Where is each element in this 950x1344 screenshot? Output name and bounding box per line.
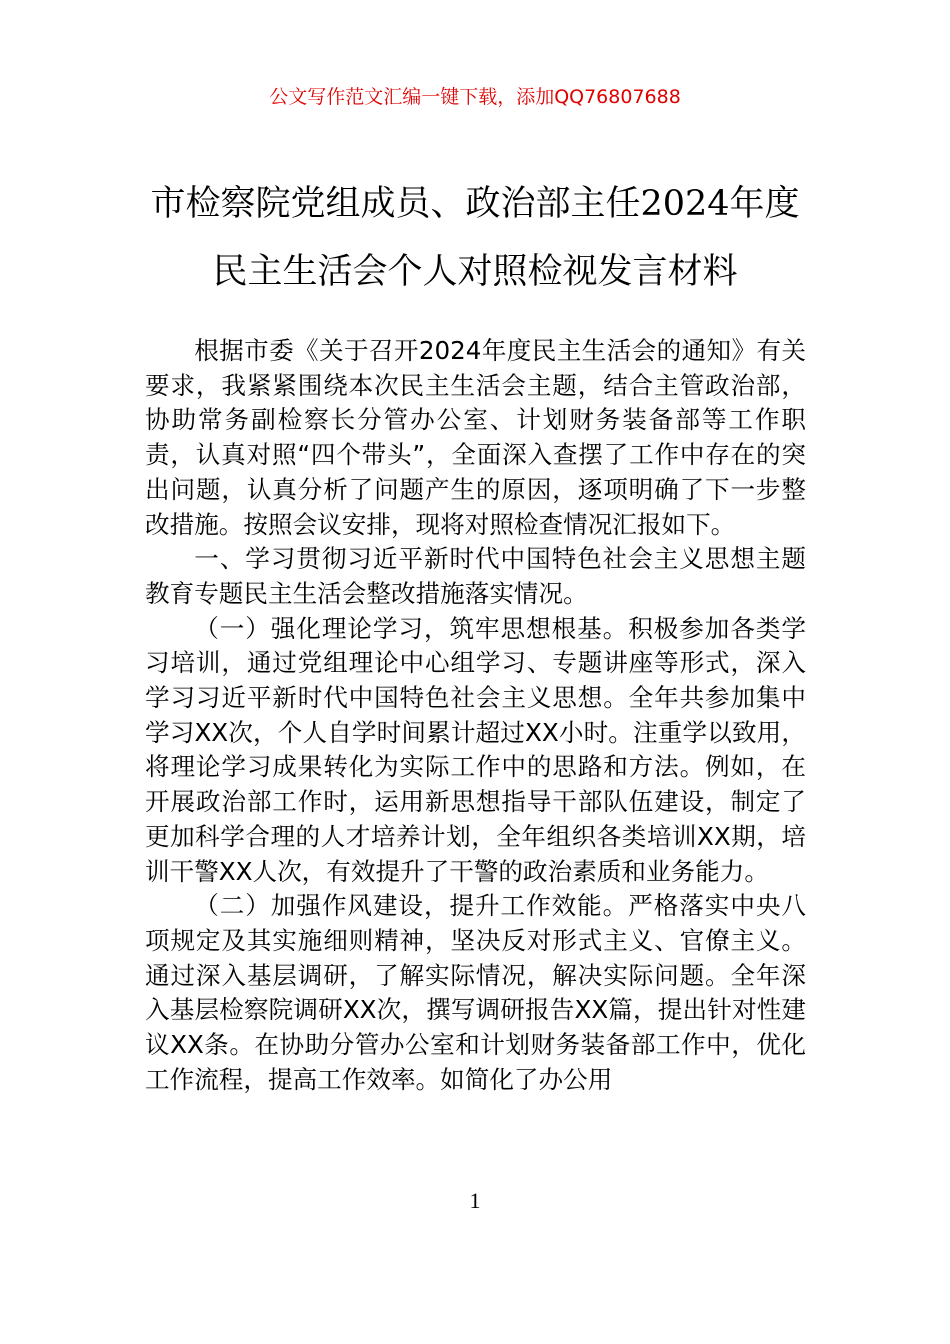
section-heading-1: 一、学习贯彻习近平新时代中国特色社会主义思想主题教育专题民主生活会整改措施落实情况。 — [145, 544, 806, 608]
paragraph-subsection-1: （一）强化理论学习，筑牢思想根基。积极参加各类学习培训，通过党组理论中心组学习、专题讲座等形式，深入学习习近平新时代中国特色社会主义思想。全年共参加集中学习XX次，个人自学时间累计超过XX小时。注重学以致用，将理论学习成果转化为实际工作中的思路和方法。例如，在开展政治部工作时，运用新思想指导干部队伍建设，制定了更加科学合理的人才培养计划，全年组织各类培训XX期，培训干警XX人次，有效提升了干警的政治素质和业务能力。 — [145, 613, 806, 886]
title-line-1: 市检察院党组成员、政治部主任2024年度 — [150, 184, 800, 224]
document-body — [145, 334, 806, 1097]
title-line-2: 民主生活会个人对照检视发言材料 — [212, 252, 738, 292]
promo-header: 公文写作范文汇编一键下载，添加QQ76807688 — [269, 86, 681, 108]
paragraph-subsection-2: （二）加强作风建设，提升工作效能。严格落实中央八项规定及其实施细则精神，坚决反对形式主义、官僚主义。通过深入基层调研，了解实际情况，解决实际问题。全年深入基层检察院调研XX次，撰写调研报告XX篇，提出针对性建议XX条。在协助分管办公室和计划财务装备部工作中，优化工作流程，提高工作效率。如简化了办公用 — [145, 891, 806, 1094]
document-title — [100, 170, 850, 306]
page-number: 1 — [469, 1188, 481, 1213]
paragraph-intro: 根据市委《关于召开2024年度民主生活会的通知》有关要求，我紧紧围绕本次民主生活会主题，结合主管政治部，协助常务副检察长分管办公室、计划财务装备部等工作职责，认真对照“四个带头”，全面深入查摆了工作中存在的突出问题，认真分析了问题产生的原因，逐项明确了下一步整改措施。按照会议安排，现将对照检查情况汇报如下。 — [145, 336, 806, 539]
